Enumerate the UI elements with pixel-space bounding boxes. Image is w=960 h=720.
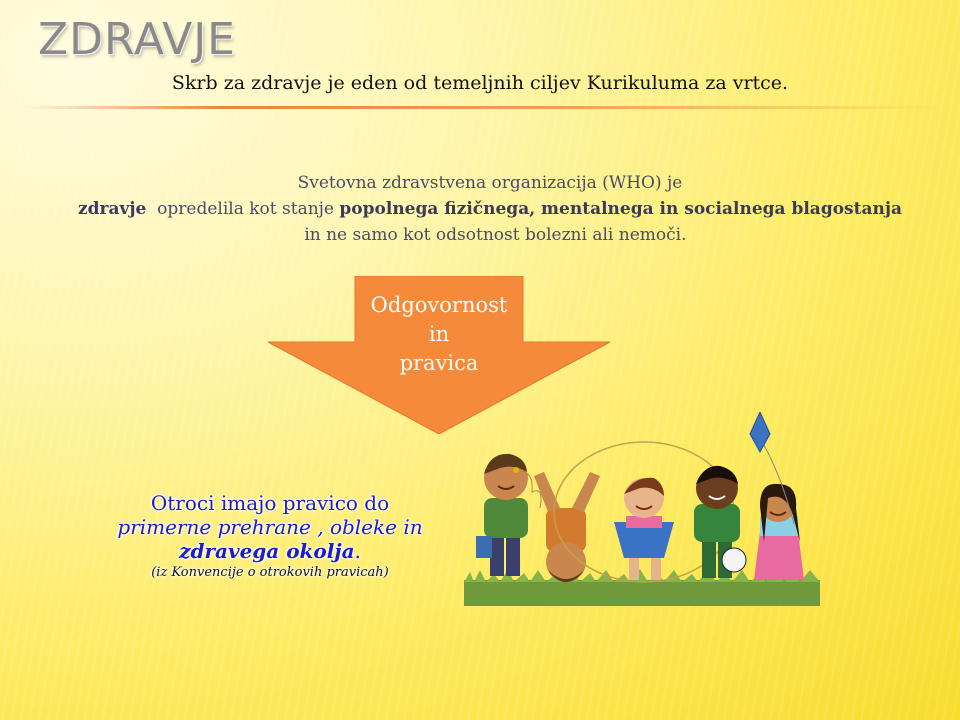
who-definition <box>60 170 920 248</box>
quote-line-3-end: . <box>354 539 361 563</box>
children-playing-illustration <box>464 412 820 606</box>
child-2-handstand <box>534 472 600 582</box>
quote-citation: (iz Konvencije o otrokovih pravicah) <box>151 565 389 580</box>
quote-line-1: Otroci imajo pravico do <box>150 491 390 515</box>
arrow-line-1: Odgovornost <box>370 293 508 317</box>
quote-line-3-bold: zdravega okolja <box>179 539 355 563</box>
arrow-line-2: in <box>428 322 450 346</box>
who-text-a: opredelila kot stanje <box>146 199 340 219</box>
quote-line-3 <box>60 539 480 563</box>
arrow-label <box>355 291 523 378</box>
child-4 <box>694 466 746 578</box>
who-line-1: Svetovna zdravstvena organizacija (WHO) je <box>297 173 683 193</box>
child-1 <box>476 454 528 576</box>
slide-subtitle: Skrb za zdravje je eden od temeljnih ciljev Kurikuluma za vrtce. <box>171 72 789 94</box>
who-line-2 <box>60 196 920 248</box>
who-text-c: in ne samo kot odsotnost bolezni ali nemoči. <box>293 225 687 245</box>
quote-line-2: primerne prehrane , obleke in <box>117 515 423 539</box>
who-term: zdravje <box>77 199 147 219</box>
slide-title: ZDRAVJE <box>38 14 236 65</box>
arrow-line-3: pravica <box>399 351 479 375</box>
children-rights-quote <box>60 491 480 580</box>
who-bold-b: popolnega fizičnega, mentalnega in socialnega blagostanja <box>339 199 903 219</box>
title-divider <box>20 106 940 109</box>
child-5-with-kite <box>750 412 804 580</box>
